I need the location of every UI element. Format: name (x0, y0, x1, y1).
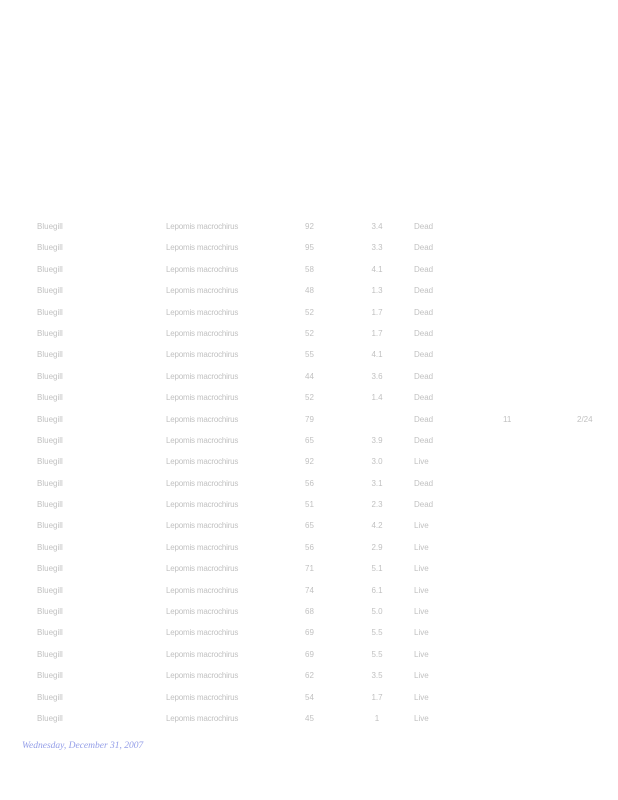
weight-cell: 1.7 (371, 692, 383, 702)
weight-cell: 4.1 (371, 350, 383, 360)
status-cell: Dead (414, 264, 434, 274)
table-row (0, 409, 618, 430)
common-name-cell: Bluegill (37, 457, 63, 467)
status-cell: Dead (414, 500, 434, 510)
table-row (0, 687, 618, 708)
common-name-cell: Bluegill (37, 713, 63, 723)
weight-cell: 4.1 (371, 264, 383, 274)
weight-cell: 2.3 (371, 500, 383, 510)
length-cell: 71 (305, 564, 314, 574)
common-name-cell: Bluegill (37, 628, 63, 638)
length-cell: 74 (305, 585, 314, 595)
scientific-name-cell: Lepomis macrochirus (166, 222, 239, 231)
common-name-cell: Bluegill (37, 521, 63, 531)
scientific-name-cell: Lepomis macrochirus (166, 243, 239, 253)
scientific-name-cell: Lepomis macrochirus (166, 350, 239, 360)
scientific-name-cell: Lepomis macrochirus (166, 521, 239, 531)
scientific-name-cell: Lepomis macrochirus (166, 692, 239, 702)
scientific-name-cell: Lepomis macrochirus (166, 478, 239, 488)
common-name-cell: Bluegill (37, 393, 63, 403)
scientific-name-cell: Lepomis macrochirus (166, 542, 239, 552)
status-cell: Live (414, 521, 429, 531)
common-name-cell: Bluegill (37, 478, 63, 488)
status-cell: Dead (414, 243, 434, 253)
weight-cell: 3.0 (371, 457, 383, 467)
scientific-name-cell: Lepomis macrochirus (166, 414, 239, 424)
common-name-cell: Bluegill (37, 585, 63, 595)
data-table (0, 216, 618, 729)
status-cell: Dead (414, 307, 434, 317)
status-cell: Live (414, 457, 429, 467)
length-cell: 65 (305, 435, 314, 445)
length-cell: 58 (305, 264, 314, 274)
status-cell: Live (414, 671, 429, 681)
status-cell: Live (414, 628, 429, 638)
common-name-cell: Bluegill (37, 607, 63, 617)
weight-cell: 5.5 (371, 628, 383, 638)
length-cell: 48 (305, 286, 314, 296)
status-cell: Dead (414, 222, 434, 231)
weight-cell: 1 (374, 713, 380, 723)
scientific-name-cell: Lepomis macrochirus (166, 371, 239, 381)
status-cell: Dead (414, 350, 434, 360)
scientific-name-cell: Lepomis macrochirus (166, 435, 239, 445)
scientific-name-cell: Lepomis macrochirus (166, 286, 239, 296)
table-row (0, 302, 618, 323)
status-cell: Dead (414, 328, 434, 338)
status-cell: Dead (414, 478, 434, 488)
table-row (0, 515, 618, 536)
table-row (0, 451, 618, 472)
scientific-name-cell: Lepomis macrochirus (166, 393, 239, 403)
status-cell: Dead (414, 371, 434, 381)
length-cell: 45 (305, 713, 314, 723)
length-cell: 52 (305, 393, 314, 403)
length-cell: 52 (305, 328, 314, 338)
status-cell: Dead (414, 414, 434, 424)
table-row (0, 601, 618, 622)
weight-cell: 3.1 (371, 478, 383, 488)
length-cell: 69 (305, 628, 314, 638)
length-cell: 65 (305, 521, 314, 531)
scientific-name-cell: Lepomis macrochirus (166, 585, 239, 595)
table-row (0, 473, 618, 494)
weight-cell: 3.5 (371, 671, 383, 681)
weight-cell: 5.1 (371, 564, 383, 574)
table-row (0, 558, 618, 579)
status-cell: Dead (414, 393, 434, 403)
scientific-name-cell: Lepomis macrochirus (166, 307, 239, 317)
table-row (0, 216, 618, 237)
status-cell: Live (414, 607, 429, 617)
common-name-cell: Bluegill (37, 564, 63, 574)
table-row (0, 708, 618, 729)
common-name-cell: Bluegill (37, 371, 63, 381)
table-row (0, 323, 618, 344)
common-name-cell: Bluegill (37, 435, 63, 445)
table-row (0, 430, 618, 451)
common-name-cell: Bluegill (37, 328, 63, 338)
scientific-name-cell: Lepomis macrochirus (166, 607, 239, 617)
common-name-cell: Bluegill (37, 671, 63, 681)
status-cell: Live (414, 649, 429, 659)
common-name-cell: Bluegill (37, 264, 63, 274)
weight-cell: 3.4 (371, 222, 383, 231)
weight-cell: 5.5 (371, 649, 383, 659)
status-cell: Dead (414, 286, 434, 296)
scientific-name-cell: Lepomis macrochirus (166, 628, 239, 638)
weight-cell: 4.2 (371, 521, 383, 531)
scientific-name-cell: Lepomis macrochirus (166, 671, 239, 681)
length-cell: 52 (305, 307, 314, 317)
status-cell: Live (414, 713, 429, 723)
scientific-name-cell: Lepomis macrochirus (166, 457, 239, 467)
scientific-name-cell: Lepomis macrochirus (166, 649, 239, 659)
length-cell: 69 (305, 649, 314, 659)
weight-cell: 6.1 (371, 585, 383, 595)
common-name-cell: Bluegill (37, 222, 63, 231)
extra-value-cell: 11 (503, 414, 512, 424)
common-name-cell: Bluegill (37, 649, 63, 659)
common-name-cell: Bluegill (37, 307, 63, 317)
common-name-cell: Bluegill (37, 243, 63, 253)
scientific-name-cell: Lepomis macrochirus (166, 500, 239, 510)
weight-cell: 1.7 (371, 307, 383, 317)
length-cell: 92 (305, 222, 314, 231)
scientific-name-cell: Lepomis macrochirus (166, 264, 239, 274)
table-row (0, 280, 618, 301)
table-row (0, 537, 618, 558)
table-row (0, 665, 618, 686)
length-cell: 68 (305, 607, 314, 617)
table-row (0, 622, 618, 643)
weight-cell: 3.3 (371, 243, 383, 253)
length-cell: 44 (305, 371, 314, 381)
table-row (0, 366, 618, 387)
scientific-name-cell: Lepomis macrochirus (166, 328, 239, 338)
scientific-name-cell: Lepomis macrochirus (166, 713, 239, 723)
weight-cell: 1.3 (371, 286, 383, 296)
weight-cell: 3.6 (371, 371, 383, 381)
common-name-cell: Bluegill (37, 542, 63, 552)
weight-cell: 1.7 (371, 328, 383, 338)
common-name-cell: Bluegill (37, 692, 63, 702)
extra-date-cell: 2/24 (577, 414, 593, 424)
table-row (0, 259, 618, 280)
common-name-cell: Bluegill (37, 414, 63, 424)
scientific-name-cell: Lepomis macrochirus (166, 564, 239, 574)
length-cell: 56 (305, 542, 314, 552)
weight-cell: 2.9 (371, 542, 383, 552)
footer-date: Wednesday, December 31, 2007 (22, 741, 144, 751)
length-cell: 56 (305, 478, 314, 488)
table-row (0, 387, 618, 408)
length-cell: 92 (305, 457, 314, 467)
length-cell: 95 (305, 243, 314, 253)
table-row (0, 494, 618, 515)
table-row (0, 237, 618, 258)
table-row (0, 580, 618, 601)
length-cell: 55 (305, 350, 314, 360)
weight-cell: 3.9 (371, 435, 383, 445)
length-cell: 51 (305, 500, 314, 510)
status-cell: Live (414, 692, 429, 702)
weight-cell: 5.0 (371, 607, 383, 617)
status-cell: Live (414, 564, 429, 574)
common-name-cell: Bluegill (37, 350, 63, 360)
status-cell: Dead (414, 435, 434, 445)
weight-cell: 1.4 (371, 393, 383, 403)
table-row (0, 344, 618, 365)
status-cell: Live (414, 585, 429, 595)
table-row (0, 644, 618, 665)
status-cell: Live (414, 542, 429, 552)
length-cell: 79 (305, 414, 314, 424)
length-cell: 62 (305, 671, 314, 681)
common-name-cell: Bluegill (37, 500, 63, 510)
length-cell: 54 (305, 692, 314, 702)
common-name-cell: Bluegill (37, 286, 63, 296)
